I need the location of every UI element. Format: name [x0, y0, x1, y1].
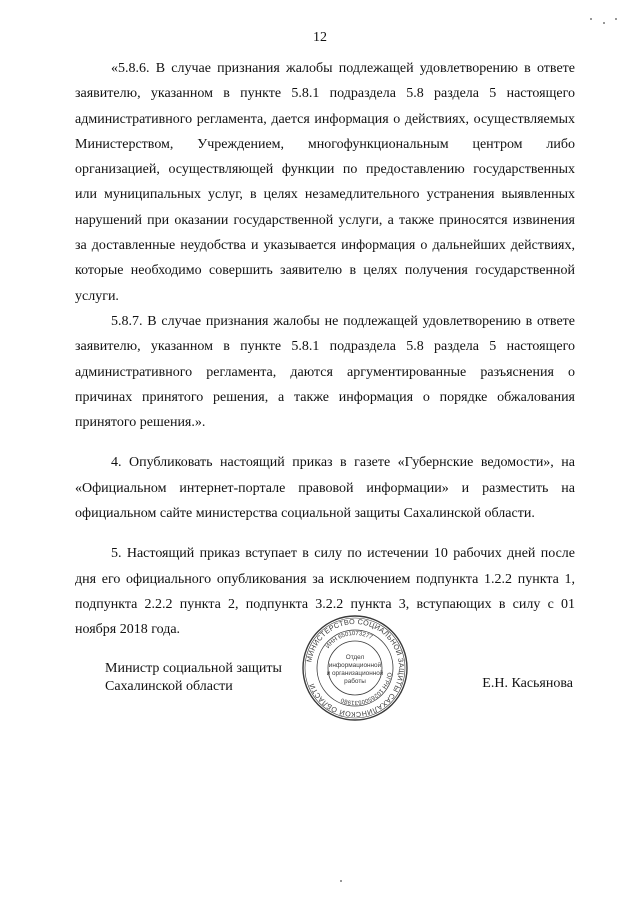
- official-seal-stamp: [300, 613, 410, 723]
- page-number: 12: [313, 30, 327, 45]
- signer-title: [105, 660, 282, 696]
- seal-center-line-1: Отдел: [345, 654, 365, 661]
- scan-speck: [340, 880, 342, 882]
- paragraph-5-8-7: 5.8.7. В случае признания жалобы не подлежащей удовлетворению в ответе заявителю, указанном в пункте 5.8.1 подраздела 5.8 раздела 5 настоящего административного регламента, даются аргументированные разъяснения о причинах принятого решения, а также информация о порядке обжалования принятого решения.».: [75, 313, 575, 431]
- seal-center-line-3: и организационной: [326, 670, 384, 677]
- signer-title-line-2: Сахалинской области: [105, 679, 233, 694]
- paragraph-5-8-6: «5.8.6. В случае признания жалобы подлежащей удовлетворению в ответе заявителю, указанном в пункте 5.8.1 подраздела 5.8 раздела 5 настоящего административного регламента, дается информация о действиях, осуществляемых Министерством, Учреждением, многофункциональным центром либо организацией, осуществляющей функции по предоставлению государственных или муниципальных услуг, в целях незамедлительного устранения выявленных нарушений при оказании государственной услуги, а также приносятся извинения за доставленные неудобства и указывается информация о дальнейших действиях, которые необходимо совершить заявителю в целях получения государственной услуги.: [75, 61, 575, 304]
- seal-inn-text: ИНН 6501073277: [325, 630, 374, 650]
- seal-center-line-2: информационной: [328, 662, 382, 669]
- document-body: [75, 56, 575, 643]
- paragraph-item-4: 4. Опубликовать настоящий приказ в газете «Губернские ведомости», на «Официальном интернет-портале правовой информации» и разместить на официальном сайте министерства социальной защиты Сахалинской области.: [75, 455, 575, 522]
- scan-speck: [603, 22, 605, 24]
- seal-center-line-4: работы: [344, 678, 366, 685]
- paragraph-item-5: 5. Настоящий приказ вступает в силу по истечении 10 рабочих дней после дня его официального опубликования за исключением подпункта 1.2.2 пункта 1, подпункта 2.2.2 пункта 2, подпункта 3.2.2 пункта 3, вступающих в силу с 01 ноября 2018 года.: [75, 546, 575, 638]
- scan-speck: [590, 18, 592, 20]
- signer-title-line-1: Министр социальной защиты: [105, 661, 282, 676]
- seal-ring-text: МИНИСТЕРСТВО СОЦИАЛЬНОЙ ЗАЩИТЫ САХАЛИНСКОЙ ОБЛАСТИ: [304, 616, 407, 720]
- signer-name: Е.Н. Касьянова: [482, 676, 573, 691]
- svg-text:ИНН 6501073277: [325, 631, 374, 650]
- seal-ogrn-text: ОГРН 1026500531980: [340, 671, 392, 706]
- seal-graphic: [300, 613, 410, 723]
- scan-speck: [615, 18, 617, 20]
